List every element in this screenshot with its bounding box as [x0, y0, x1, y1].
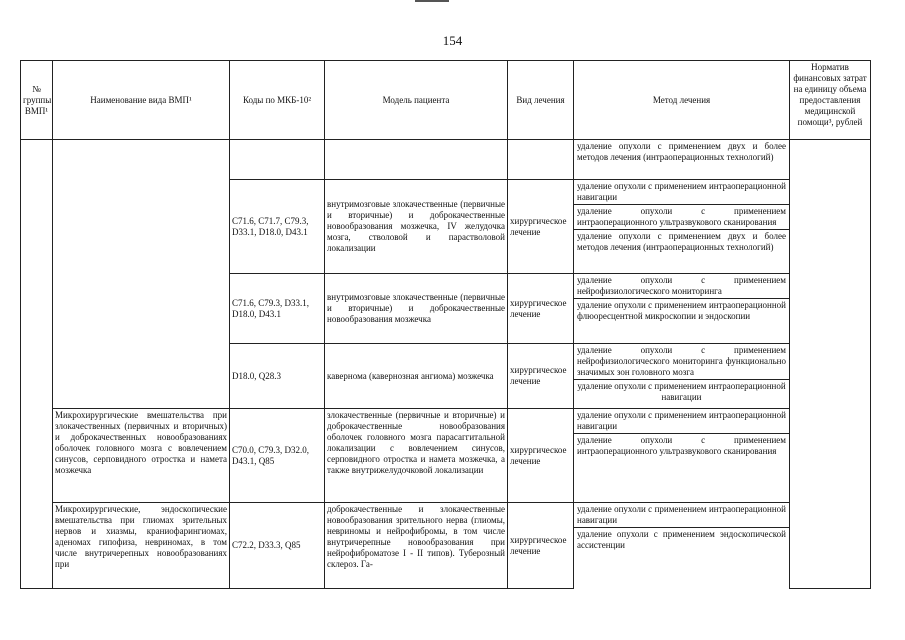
method-item: удаление опухоли с применением интраоперационного ультразвукового сканирования [577, 435, 786, 456]
method-list [574, 409, 790, 503]
model-cell: кавернома (кавернозная ангиома) мозжечка [325, 344, 508, 409]
header-group-no: № группы ВМП¹ [21, 61, 53, 140]
header-method: Метод лечения [574, 61, 790, 140]
treatment-cell: хирургическое лечение [508, 344, 574, 409]
treatment-cell: хирургическое лечение [508, 409, 574, 503]
scan-artifact-mark [415, 0, 449, 2]
method-list [574, 180, 790, 274]
method-item: удаление опухоли с применением интраоперационной навигации [574, 409, 789, 434]
table-row [21, 140, 871, 180]
table-row [21, 409, 871, 503]
codes-cell: C70.0, C79.3, D32.0, D43.1, Q85 [230, 409, 325, 503]
vmp-table [20, 60, 871, 589]
table-header-row [21, 61, 871, 140]
method-item: удаление опухоли с применением интраоперационной навигации [577, 381, 786, 402]
header-model: Модель пациента [325, 61, 508, 140]
method-item: удаление опухоли с применением интраоперационной навигации [574, 503, 789, 528]
table-row [21, 503, 871, 589]
header-codes: Коды по МКБ-10² [230, 61, 325, 140]
method-item: удаление опухоли с применением двух и более методов лечения (интраоперационных технологий) [577, 231, 786, 252]
model-cell: злокачественные (первичные и вторичные) и доброкачественные новообразования оболочек головного мозга парасаггитальной локализации с вовлечением синусов, серповидного отростка и намета мозжечка, а также внутрижелудочковой локализации [325, 409, 508, 503]
header-norm: Норматив финансовых затрат на единицу объема предоставления медицинской помощи³, рублей [790, 61, 871, 140]
method-item: удаление опухоли с применением интраоперационного ультразвукового сканирования [574, 205, 789, 230]
name-cell: Микрохирургические, эндоскопические вмешательства при глиомах зрительных нервов и хиазмы, краниофарингиомах, аденомах гипофиза, невриномах, в том числе внутричерепных новообразованиях при [53, 503, 230, 589]
norm-cell [790, 140, 871, 589]
model-cell: внутримозговые злокачественные (первичные и вторичные) и доброкачественные новообразования мозжечка, IV желудочка мозга, стволовой и парастволовой локализации [325, 180, 508, 274]
codes-cell [230, 140, 325, 180]
method-item: удаление опухоли с применением эндоскопической ассистенции [577, 529, 786, 550]
model-cell [325, 140, 508, 180]
treatment-cell: хирургическое лечение [508, 274, 574, 344]
treatment-cell: хирургическое лечение [508, 503, 574, 589]
method-list [574, 344, 790, 409]
codes-cell: C72.2, D33.3, Q85 [230, 503, 325, 589]
model-cell: внутримозговые злокачественные (первичные и вторичные) и доброкачественные новообразования мозжечка [325, 274, 508, 344]
method-item: удаление опухоли с применением интраоперационной навигации [574, 180, 789, 205]
name-cell: Микрохирургические вмешательства при злокачественных (первичных и вторичных) и доброкачественных новообразованиях оболочек головного мозга с вовлечением синусов, серповидного отростка и намета мозжечка [53, 409, 230, 503]
method-item: удаление опухоли с применением нейрофизиологического мониторинга функционально значимых зон головного мозга [574, 344, 789, 380]
model-cell: доброкачественные и злокачественные новообразования зрительного нерва (глиомы, невриномы и нейрофибромы, в том числе внутричерепные новообразования при нейрофиброматозе I - II типов). Туберозный склероз. Га- [325, 503, 508, 589]
header-treatment: Вид лечения [508, 61, 574, 140]
codes-cell: C71.6, C79.3, D33.1, D18.0, D43.1 [230, 274, 325, 344]
method-list [574, 274, 790, 344]
method-item: удаление опухоли с применением двух и более методов лечения (интраоперационных технологий) [577, 141, 786, 162]
codes-cell: C71.6, C71.7, C79.3, D33.1, D18.0, D43.1 [230, 180, 325, 274]
treatment-cell [508, 140, 574, 180]
method-list [574, 503, 790, 589]
group-no-cell [21, 140, 53, 589]
treatment-cell: хирургическое лечение [508, 180, 574, 274]
method-list [574, 140, 790, 180]
header-name: Наименование вида ВМП¹ [53, 61, 230, 140]
method-item: удаление опухоли с применением интраоперационной флюоресцентной микроскопии и эндоскопии [577, 300, 786, 321]
codes-cell: D18.0, Q28.3 [230, 344, 325, 409]
name-cell-continued [53, 140, 230, 409]
page-number: 154 [442, 33, 463, 48]
method-item: удаление опухоли с применением нейрофизиологического мониторинга [574, 274, 789, 299]
